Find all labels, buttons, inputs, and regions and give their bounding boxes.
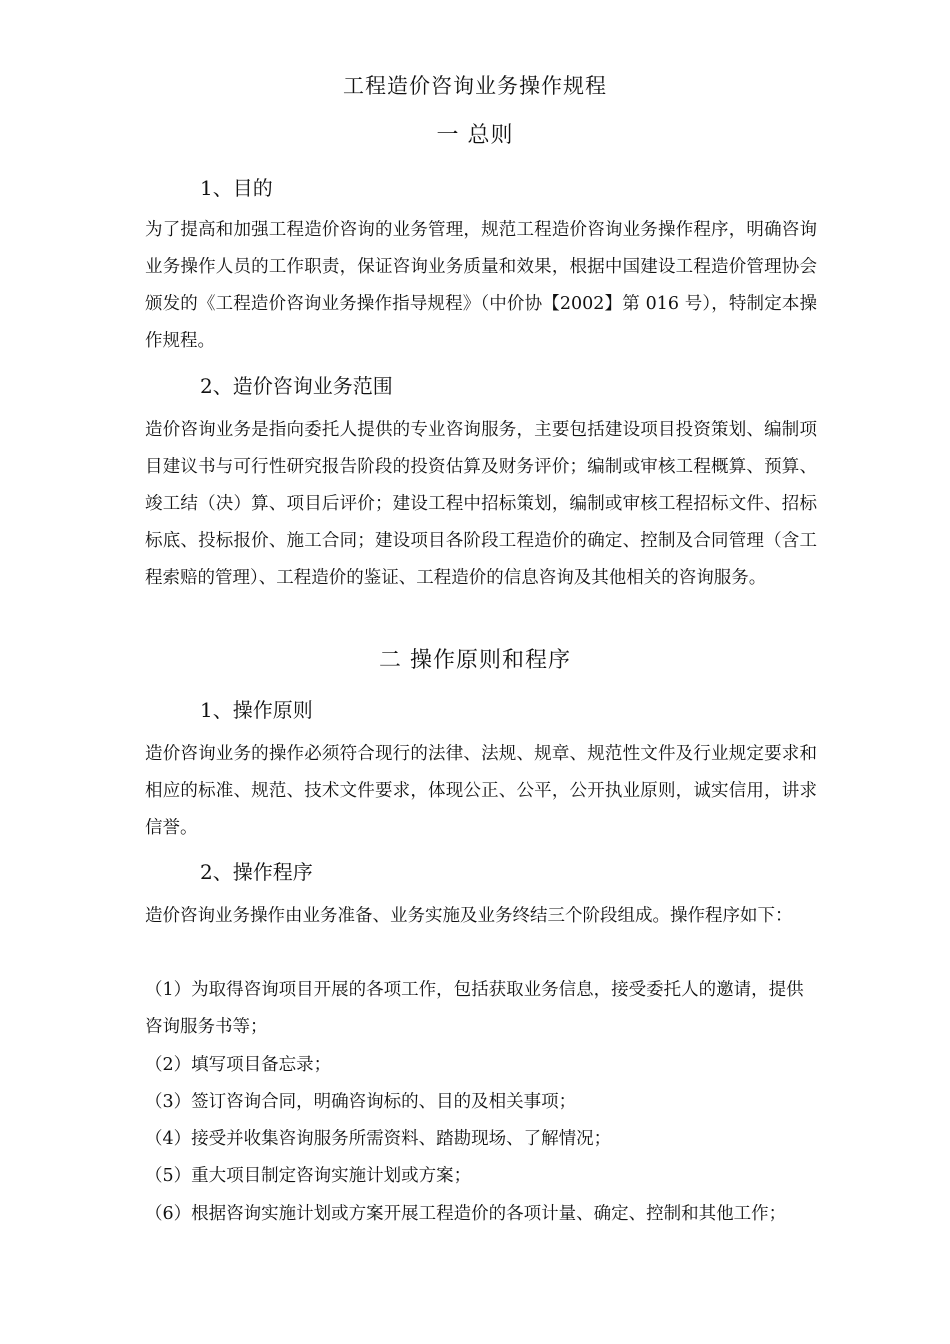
- section-scope-heading: 2、造价咨询业务范围: [200, 374, 393, 398]
- procedure-step: （2）填写项目备忘录；: [145, 1055, 332, 1075]
- section-scope-body: 造价咨询业务是指向委托人提供的专业咨询服务，主要包括建设项目投资策划、编制项目建议书与可行性研究报告阶段的投资估算及财务评价；编制或审核工程概算、预算、竣工结（决）算、项目后评价；建设工程中招标策划，编制或审核工程招标文件、招标标底、投标报价、施工合同；建设项目各阶段工程造价的确定、控制及合同管理（含工程索赔的管理）、工程造价的鉴证、工程造价的信息咨询及其他相关的咨询服务。: [145, 420, 817, 588]
- section-procedure-heading: 2、操作程序: [200, 860, 313, 884]
- section-purpose-body: 为了提高和加强工程造价咨询的业务管理，规范工程造价咨询业务操作程序，明确咨询业务操作人员的工作职责，保证咨询业务质量和效果，根据中国建设工程造价管理协会颁发的《工程造价咨询业务操作指导规程》（中价协【2002】第 016 号），特制定本操作规程。: [145, 220, 817, 351]
- procedure-step: （1）为取得咨询项目开展的各项工作，包括获取业务信息，接受委托人的邀请，提供咨询服务书等；: [145, 980, 804, 1037]
- section-principle-body: 造价咨询业务的操作必须符合现行的法律、法规、规章、规范性文件及行业规定要求和相应的标准、规范、技术文件要求，体现公正、公平，公开执业原则，诚实信用，讲求信誉。: [145, 744, 817, 838]
- procedure-step: （5）重大项目制定咨询实施计划或方案；: [145, 1166, 472, 1186]
- procedure-step: （6）根据咨询实施计划或方案开展工程造价的各项计量、确定、控制和其他工作；: [145, 1204, 787, 1224]
- procedure-step: （3）签订咨询合同，明确咨询标的、目的及相关事项；: [145, 1092, 577, 1112]
- chapter-2-heading: 二 操作原则和程序: [379, 648, 571, 673]
- document-title: 工程造价咨询业务操作规程: [343, 74, 607, 98]
- section-purpose-heading: 1、目的: [200, 176, 273, 200]
- procedure-step: （4）接受并收集咨询服务所需资料、踏勘现场、了解情况；: [145, 1129, 612, 1149]
- section-principle-heading: 1、操作原则: [200, 698, 313, 722]
- chapter-1-heading: 一 总则: [436, 123, 514, 148]
- section-procedure-intro: 造价咨询业务操作由业务准备、业务实施及业务终结三个阶段组成。操作程序如下：: [145, 906, 793, 926]
